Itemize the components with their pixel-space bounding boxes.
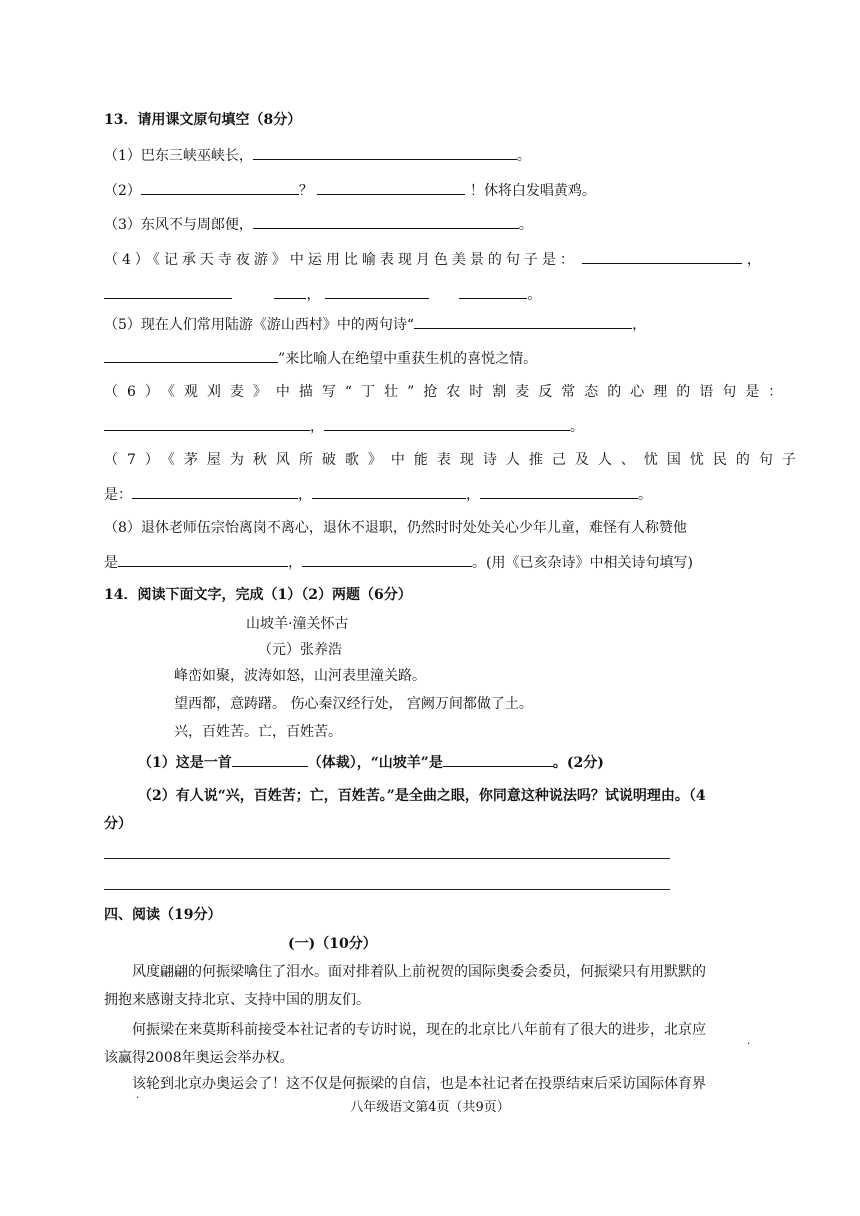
q13-item-7-period: 。	[638, 487, 652, 503]
q13-item-7-comma-1: ，	[298, 487, 312, 503]
section-4-heading: 四、阅读（19分）	[104, 907, 222, 923]
q13-item-1-suffix: 。	[516, 148, 531, 164]
q13-item-4-comma-2: ，	[306, 287, 321, 303]
q13-item-5-blank-2[interactable]	[104, 348, 278, 363]
q14-sub-2: （2）有人说“兴，百姓苦；亡，百姓苦。”是全曲之眼，你同意这种说法吗？试说明理由。（4	[138, 788, 706, 804]
q13-item-1-blank[interactable]	[253, 145, 517, 160]
q13-item-8-cont-prefix: 是	[104, 555, 118, 571]
answer-line-1[interactable]	[104, 858, 670, 859]
q13-item-5	[104, 314, 646, 335]
paragraph-1-line-2: 拥抱来感谢支持北京、支持中国的朋友们。	[104, 992, 370, 1008]
q13-item-8-comma: ，	[288, 555, 302, 571]
q13-item-4-blank-4[interactable]	[325, 284, 429, 299]
q13-item-2-suffix: ！休将白发唱黄鸡。	[469, 183, 596, 199]
q14-sub-1	[138, 752, 604, 773]
q13-item-4	[104, 249, 761, 270]
poem-line-2: 望西都，意踌躇。 伤心秦汉经行处， 宫阙万间都做了土。	[174, 696, 533, 712]
reading-part-title: (一)（10分）	[288, 936, 377, 952]
q13-item-4-comma: ，	[746, 252, 761, 268]
q13-item-6	[104, 382, 791, 402]
q13-item-2-blank-2[interactable]	[317, 180, 465, 195]
q13-item-1	[104, 145, 531, 166]
q14-sub-1-c: 。(2分)	[552, 755, 604, 771]
q13-item-5-comma: ，	[632, 317, 647, 333]
paragraph-1-line-1: 风度翩翩的何振梁噙住了泪水。面对排着队上前祝贺的国际奥委会委员，何振梁只有用默默的	[132, 964, 706, 980]
q13-item-4-blank-3[interactable]	[274, 284, 306, 299]
q14-heading: 14．阅读下面文字，完成（1）（2）两题（6分）	[104, 587, 412, 603]
q13-item-4-period: 。	[527, 287, 542, 303]
q13-item-7-blank-1[interactable]	[132, 484, 298, 499]
q13-item-3	[104, 214, 533, 235]
q13-item-7-prefix: （7）《茅屋为秋风所破歌》中能表现诗人推己及人、忧国忧民的句子	[104, 452, 805, 468]
q13-item-2-blank-1[interactable]	[141, 180, 299, 195]
emphasis-dot: ·	[136, 1093, 140, 1104]
q13-item-7	[104, 450, 805, 470]
q13-item-8-blank-1[interactable]	[118, 552, 288, 567]
q13-item-8-end: 。(用《已亥杂诗》中相关诗句填写)	[472, 555, 693, 571]
answer-line-2[interactable]	[104, 889, 670, 890]
q13-item-2-mid: ？	[298, 183, 313, 199]
paragraph-2-line-1: 何振梁在来莫斯科前接受本社记者的专访时说，现在的北京比八年前有了很大的进步，北京应	[132, 1022, 706, 1038]
q13-item-2-prefix: （2）	[104, 183, 141, 199]
q13-item-3-prefix: （3）东风不与周郎便，	[104, 217, 253, 233]
q13-item-4-prefix: （4）《记承天寺夜游》中运用比喻表现月色美景的句子是：	[104, 252, 578, 268]
q13-item-5-end: ”来比喻人在绝望中重获生机的喜悦之情。	[278, 351, 538, 367]
q14-sub-2-cont: 分）	[104, 816, 132, 832]
q13-heading: 13．请用课文原句填空（8分）	[104, 112, 302, 128]
q13-item-3-blank[interactable]	[253, 214, 519, 229]
q13-item-8-blank-2[interactable]	[302, 552, 472, 567]
poem-author: （元）张养浩	[258, 642, 342, 658]
q13-item-7-cont	[104, 484, 652, 505]
q14-sub-1-a: （1）这是一首	[138, 755, 232, 771]
emphasis-dot: ·	[747, 1039, 751, 1050]
q13-item-3-suffix: 。	[518, 217, 533, 233]
q13-item-4-blank-1[interactable]	[582, 249, 742, 264]
q13-item-7-blank-3[interactable]	[480, 484, 638, 499]
q13-item-6-cont	[104, 416, 584, 437]
q14-sub-1-blank-1[interactable]	[232, 752, 308, 767]
q13-item-6-prefix: （6）《观刈麦》中描写“丁壮”抢农时割麦反常态的心理的语句是：	[104, 384, 792, 400]
page-footer: 八年级语文第4页（共9页）	[350, 1100, 510, 1115]
q13-item-6-period: 。	[570, 419, 584, 435]
q13-item-6-comma: ，	[310, 419, 324, 435]
q13-item-5-cont	[104, 348, 537, 369]
q13-item-5-blank-1[interactable]	[414, 314, 632, 329]
q13-item-4-blank-5[interactable]	[459, 284, 527, 299]
q14-sub-1-b: （体裁），“山坡羊”是	[307, 755, 443, 771]
q13-item-1-prefix: （1）巴东三峡巫峡长，	[104, 148, 253, 164]
q13-item-6-blank-1[interactable]	[104, 416, 310, 431]
paragraph-2-line-2: 该赢得2008年奥运会举办权。	[104, 1050, 294, 1066]
poem-title: 山坡羊·潼关怀古	[246, 616, 349, 632]
paragraph-3-line-1: 该轮到北京办奥运会了！这不仅是何振梁的自信，也是本社记者在投票结束后采访国际体育界	[132, 1076, 706, 1092]
q13-item-4-cont	[104, 284, 541, 305]
q14-sub-1-blank-2[interactable]	[443, 752, 553, 767]
poem-line-1: 峰峦如聚，波涛如怒，山河表里潼关路。	[174, 668, 426, 684]
q13-item-8: （8）退休老师伍宗怡离岗不离心，退休不退职，仍然时时处处关心少年儿童，难怪有人称赞他	[104, 520, 687, 536]
q13-item-7-comma-2: ，	[466, 487, 480, 503]
q13-item-5-prefix: （5）现在人们常用陆游《游山西村》中的两句诗“	[104, 317, 415, 333]
q13-item-4-blank-2[interactable]	[104, 284, 232, 299]
q13-item-6-blank-2[interactable]	[324, 416, 570, 431]
q13-item-7-cont-prefix: 是：	[104, 487, 132, 503]
poem-line-3: 兴，百姓苦。亡，百姓苦。	[174, 724, 342, 740]
q13-item-8-cont	[104, 552, 693, 573]
q13-item-2	[104, 180, 596, 201]
q13-item-7-blank-2[interactable]	[312, 484, 466, 499]
